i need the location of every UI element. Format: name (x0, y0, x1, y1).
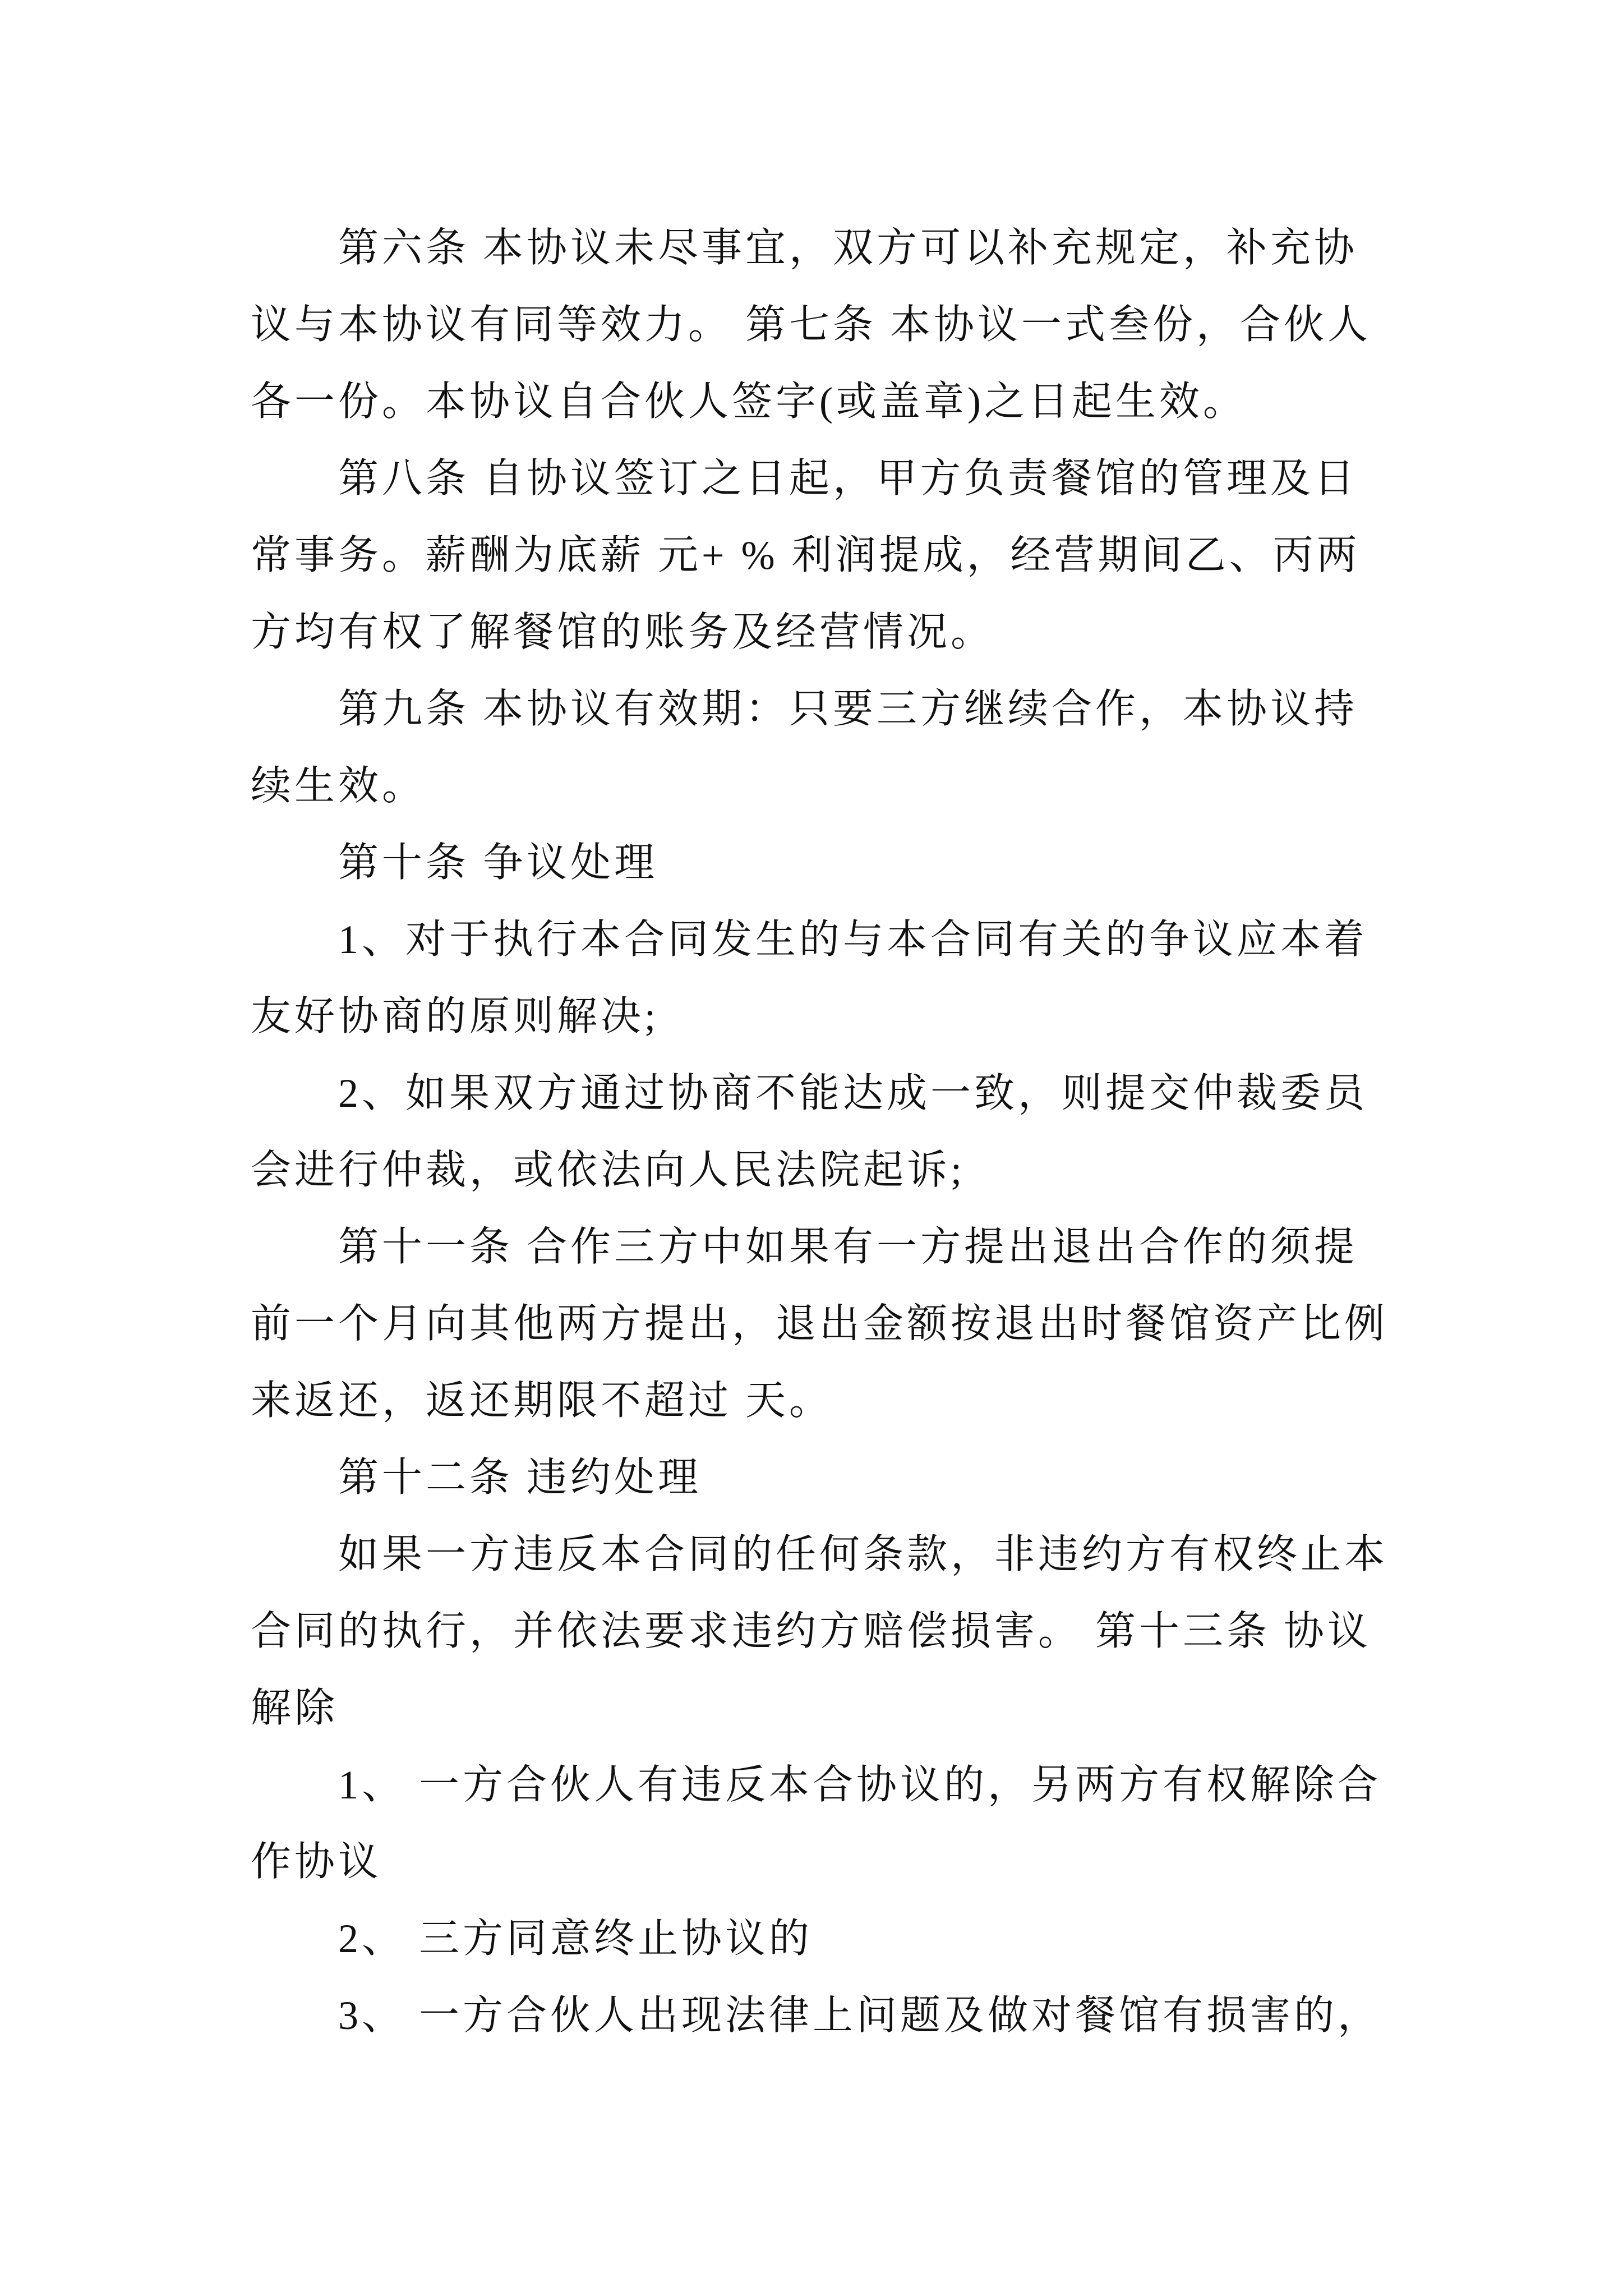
text-line: 续生效。 (251, 763, 426, 808)
text-line: 会进行仲裁，或依法向人民法院起诉; (251, 1148, 966, 1193)
text-line: 3、 一方合伙人出现法律上问题及做对餐馆有损害的， (338, 1993, 1382, 2038)
text-line: 1、 一方合伙人有违反本合协议的，另两方有权解除合 (338, 1763, 1382, 1807)
text-line: 第十二条 违约处理 (338, 1455, 702, 1500)
clause-8-paragraph (251, 440, 1541, 671)
text-line: 来返还，返还期限不超过 天。 (251, 1378, 833, 1423)
clause-6-7-paragraph (251, 210, 1541, 440)
text-line: 1、对于执行本合同发生的与本合同有关的争议应本着 (338, 917, 1368, 962)
text-line: 第十一条 合作三方中如果有一方提出退出合作的须提 (338, 1225, 1358, 1269)
clause-13-item-2 (251, 1901, 1541, 1977)
text-line: 常事务。薪酬为底薪 元+ % 利润提成，经营期间乙、丙两 (251, 533, 1361, 578)
clause-12-13-paragraph (251, 1516, 1541, 1747)
clause-11-paragraph (251, 1209, 1541, 1439)
text-line: 前一个月向其他两方提出，退出金额按退出时餐馆资产比例 (251, 1301, 1389, 1346)
text-line: 2、 三方同意终止协议的 (338, 1916, 813, 1961)
clause-10-item-2 (251, 1055, 1541, 1209)
clause-13-item-3 (251, 1977, 1541, 2054)
text-line: 合同的执行，并依法要求违约方赔偿损害。 第十三条 协议 (251, 1609, 1372, 1654)
clause-9-paragraph (251, 671, 1541, 825)
text-line: 第十条 争议处理 (338, 840, 658, 885)
text-line: 如果一方违反本合同的任何条款，非违约方有权终止本 (338, 1532, 1389, 1577)
clause-12-heading (251, 1439, 1541, 1516)
text-line: 第六条 本协议未尽事宜，双方可以补充规定，补充协 (338, 226, 1358, 270)
text-line: 2、如果双方通过协商不能达成一致，则提交仲裁委员 (338, 1071, 1368, 1116)
clause-10-heading (251, 825, 1541, 901)
text-line: 作协议 (251, 1839, 382, 1884)
text-line: 方均有权了解餐馆的账务及经营情况。 (251, 610, 995, 655)
clause-13-item-1 (251, 1747, 1541, 1901)
text-line: 各一份。本协议自合伙人签字(或盖章)之日起生效。 (251, 379, 1247, 424)
text-line: 议与本协议有同等效力。 第七条 本协议一式叁份，合伙人 (251, 302, 1372, 347)
text-line: 第八条 自协议签订之日起，甲方负责餐馆的管理及日 (338, 456, 1358, 501)
text-line: 解除 (251, 1686, 339, 1731)
clause-10-item-1 (251, 901, 1541, 1055)
contract-body (251, 210, 1541, 2054)
text-line: 友好协商的原则解决; (251, 994, 660, 1039)
text-line: 第九条 本协议有效期：只要三方继续合作，本协议持 (338, 687, 1358, 731)
